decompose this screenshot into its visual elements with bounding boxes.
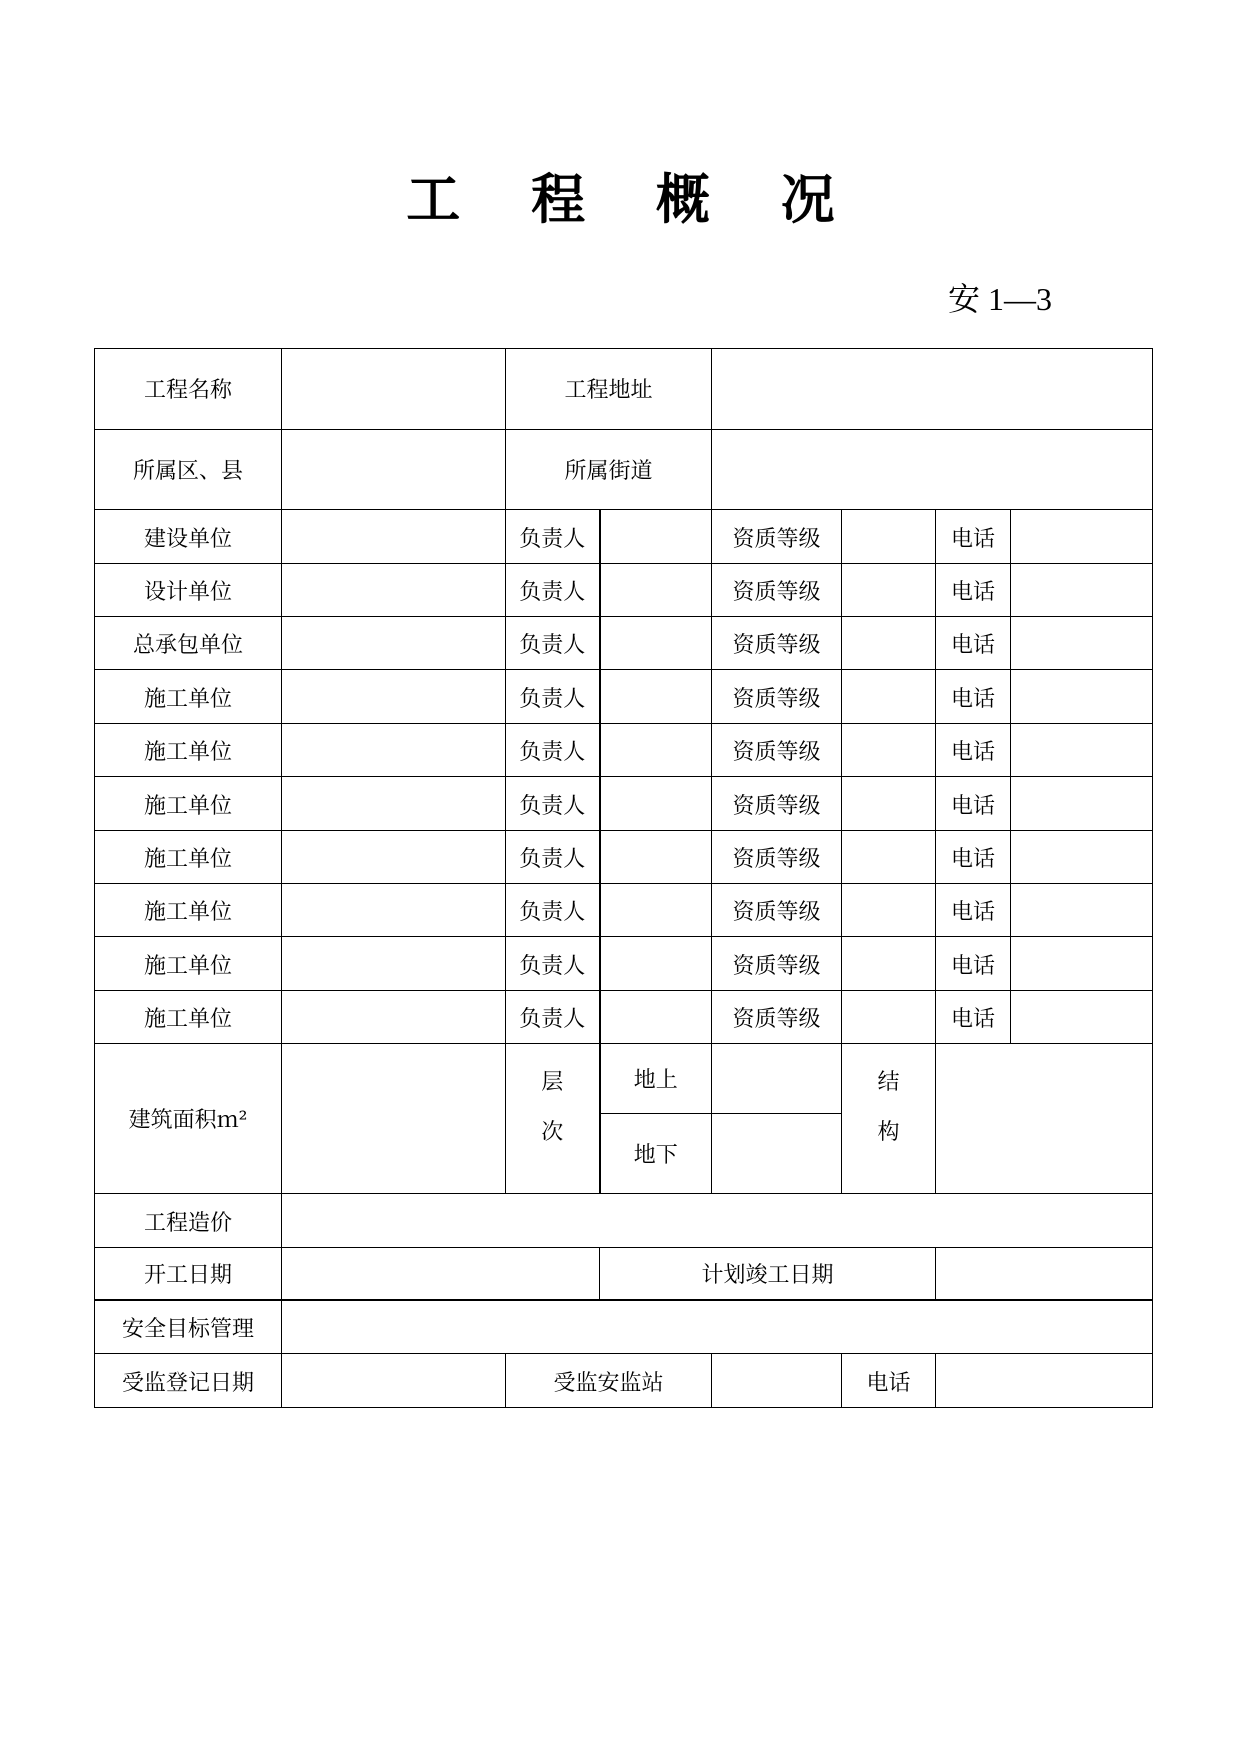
unit-name-field[interactable] (282, 937, 506, 990)
unit-name-field[interactable] (282, 616, 506, 669)
phone-label: 电话 (936, 510, 1011, 563)
grade-label: 资质等级 (712, 616, 842, 669)
phone-label: 电话 (936, 723, 1011, 776)
row-district (95, 429, 1153, 510)
grade-field[interactable] (842, 510, 936, 563)
person-label: 负责人 (506, 830, 600, 883)
row-building-above (95, 1044, 1153, 1114)
unit-row (95, 510, 1153, 563)
safety-goal-field[interactable] (282, 1300, 1153, 1353)
registration-date-field[interactable] (282, 1354, 506, 1408)
project-address-field[interactable] (712, 349, 1153, 430)
phone-field[interactable] (1011, 777, 1153, 830)
unit-name-field[interactable] (282, 830, 506, 883)
unit-name-field[interactable] (282, 777, 506, 830)
phone-label: 电话 (936, 670, 1011, 723)
phone-label: 电话 (936, 937, 1011, 990)
unit-name-field[interactable] (282, 670, 506, 723)
unit-label: 施工单位 (95, 990, 282, 1043)
district-label: 所属区、县 (95, 429, 282, 510)
row-cost (95, 1194, 1153, 1247)
project-overview-table (94, 348, 1153, 1408)
grade-label: 资质等级 (712, 563, 842, 616)
unit-row (95, 723, 1153, 776)
grade-field[interactable] (842, 670, 936, 723)
unit-row (95, 563, 1153, 616)
supervision-station-field[interactable] (712, 1354, 842, 1408)
person-field[interactable] (600, 510, 712, 563)
floors-label-char-2: 次 (541, 1120, 564, 1146)
project-name-label: 工程名称 (95, 349, 282, 430)
phone-field[interactable] (1011, 990, 1153, 1043)
unit-row (95, 777, 1153, 830)
grade-field[interactable] (842, 563, 936, 616)
person-label: 负责人 (506, 990, 600, 1043)
person-label: 负责人 (506, 723, 600, 776)
phone-field[interactable] (1011, 723, 1153, 776)
phone-label: 电话 (936, 830, 1011, 883)
person-label: 负责人 (506, 883, 600, 936)
phone-field[interactable] (1011, 510, 1153, 563)
structure-label (842, 1044, 936, 1194)
cost-field[interactable] (282, 1194, 1153, 1247)
district-field[interactable] (282, 429, 506, 510)
unit-label: 总承包单位 (95, 616, 282, 669)
unit-label: 施工单位 (95, 723, 282, 776)
phone-label: 电话 (936, 990, 1011, 1043)
phone-field[interactable] (1011, 883, 1153, 936)
phone-field[interactable] (1011, 830, 1153, 883)
unit-name-field[interactable] (282, 990, 506, 1043)
person-label: 负责人 (506, 670, 600, 723)
person-label: 负责人 (506, 777, 600, 830)
unit-name-field[interactable] (282, 723, 506, 776)
structure-label-char-1: 结 (877, 1070, 900, 1096)
person-label: 负责人 (506, 616, 600, 669)
project-name-field[interactable] (282, 349, 506, 430)
phone-field[interactable] (1011, 937, 1153, 990)
safety-goal-label: 安全目标管理 (95, 1300, 282, 1353)
grade-label: 资质等级 (712, 670, 842, 723)
person-field[interactable] (600, 990, 712, 1043)
floors-label-char-1: 层 (541, 1070, 564, 1096)
grade-label: 资质等级 (712, 883, 842, 936)
unit-label: 施工单位 (95, 670, 282, 723)
registration-phone-field[interactable] (936, 1354, 1153, 1408)
row-dates (95, 1247, 1153, 1300)
person-field[interactable] (600, 723, 712, 776)
unit-row (95, 830, 1153, 883)
row-safety-goal (95, 1300, 1153, 1353)
grade-label: 资质等级 (712, 937, 842, 990)
unit-name-field[interactable] (282, 883, 506, 936)
project-address-label: 工程地址 (506, 349, 712, 430)
unit-row (95, 883, 1153, 936)
grade-field[interactable] (842, 990, 936, 1043)
below-ground-label: 地下 (600, 1113, 712, 1194)
below-ground-field[interactable] (712, 1113, 842, 1194)
person-field[interactable] (600, 616, 712, 669)
start-date-field[interactable] (282, 1247, 600, 1300)
grade-field[interactable] (842, 830, 936, 883)
grade-label: 资质等级 (712, 723, 842, 776)
above-ground-label: 地上 (600, 1044, 712, 1114)
phone-label: 电话 (936, 777, 1011, 830)
unit-row (95, 616, 1153, 669)
unit-row (95, 670, 1153, 723)
phone-label: 电话 (936, 883, 1011, 936)
structure-label-char-2: 构 (877, 1120, 900, 1146)
grade-field[interactable] (842, 616, 936, 669)
unit-label: 施工单位 (95, 777, 282, 830)
grade-label: 资质等级 (712, 510, 842, 563)
grade-label: 资质等级 (712, 990, 842, 1043)
planned-completion-label: 计划竣工日期 (600, 1247, 936, 1300)
row-registration (95, 1354, 1153, 1408)
unit-label: 施工单位 (95, 830, 282, 883)
registration-phone-label: 电话 (842, 1354, 936, 1408)
unit-name-field[interactable] (282, 510, 506, 563)
grade-field[interactable] (842, 883, 936, 936)
person-label: 负责人 (506, 510, 600, 563)
building-area-field[interactable] (282, 1044, 506, 1194)
phone-field[interactable] (1011, 670, 1153, 723)
person-field[interactable] (600, 937, 712, 990)
planned-completion-field[interactable] (936, 1247, 1153, 1300)
form-code: 安 1—3 (948, 281, 1053, 317)
person-field[interactable] (600, 777, 712, 830)
building-area-label: 建筑面积ｍ² (95, 1044, 282, 1194)
phone-label: 电话 (936, 563, 1011, 616)
unit-label: 施工单位 (95, 937, 282, 990)
floors-label (506, 1044, 600, 1194)
unit-label: 设计单位 (95, 563, 282, 616)
page-title: 工 程 概 况 (406, 168, 861, 231)
grade-label: 资质等级 (712, 777, 842, 830)
street-label: 所属街道 (506, 429, 712, 510)
row-project-name (95, 349, 1153, 430)
structure-field[interactable] (936, 1044, 1153, 1194)
supervision-station-label: 受监安监站 (506, 1354, 712, 1408)
phone-label: 电话 (936, 616, 1011, 669)
start-date-label: 开工日期 (95, 1247, 282, 1300)
grade-field[interactable] (842, 777, 936, 830)
person-field[interactable] (600, 563, 712, 616)
person-field[interactable] (600, 670, 712, 723)
person-field[interactable] (600, 830, 712, 883)
phone-field[interactable] (1011, 616, 1153, 669)
unit-row (95, 937, 1153, 990)
street-field[interactable] (712, 429, 1153, 510)
unit-row (95, 990, 1153, 1043)
phone-field[interactable] (1011, 563, 1153, 616)
person-label: 负责人 (506, 937, 600, 990)
person-label: 负责人 (506, 563, 600, 616)
grade-label: 资质等级 (712, 830, 842, 883)
registration-date-label: 受监登记日期 (95, 1354, 282, 1408)
unit-name-field[interactable] (282, 563, 506, 616)
above-ground-field[interactable] (712, 1044, 842, 1114)
cost-label: 工程造价 (95, 1194, 282, 1247)
unit-label: 建设单位 (95, 510, 282, 563)
unit-label: 施工单位 (95, 883, 282, 936)
grade-field[interactable] (842, 937, 936, 990)
person-field[interactable] (600, 883, 712, 936)
grade-field[interactable] (842, 723, 936, 776)
